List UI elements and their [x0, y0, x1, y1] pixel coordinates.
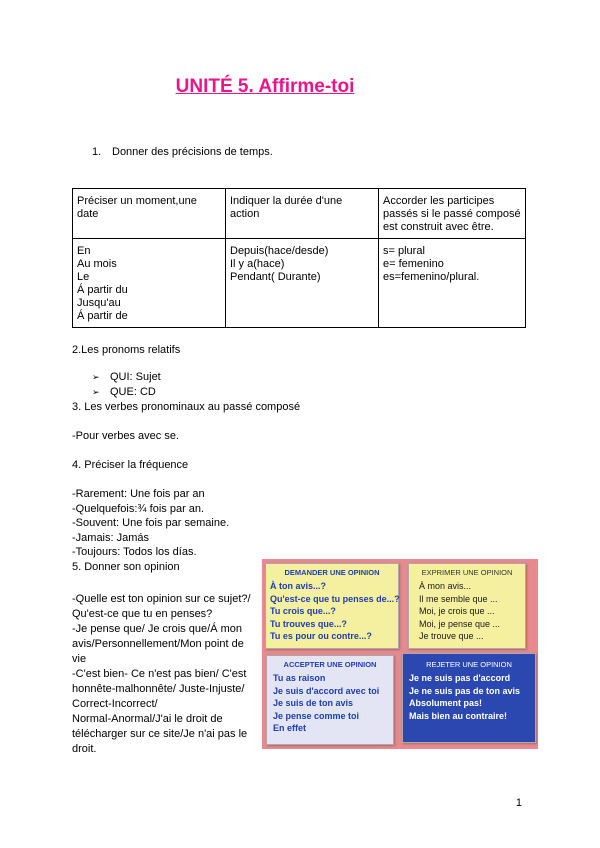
- phrase: Moi, je crois que ...: [419, 606, 495, 616]
- table-cell-moment: [73, 239, 226, 328]
- table-header-row: [73, 189, 526, 239]
- phrase: Tu es pour ou contre...?: [270, 631, 372, 641]
- section-4-heading: 4. Préciser la fréquence: [72, 459, 189, 471]
- phrase: À mon avis...: [419, 581, 472, 591]
- phrase: À ton avis...?: [270, 581, 327, 591]
- section-3-heading: 3. Les verbes pronominaux au passé composé: [72, 401, 301, 413]
- text-line: Correct-Incorrect/: [72, 698, 158, 710]
- table-cell-line: es=femenino/plural.: [383, 271, 480, 283]
- opinion-text: [72, 592, 260, 757]
- phrase: Tu as raison: [273, 673, 326, 683]
- phrase: En effet: [273, 723, 307, 733]
- table-cell-line: Pendant( Durante): [230, 271, 321, 283]
- phrase: Tu trouves que...?: [270, 618, 347, 629]
- accepter-opinion-box: [266, 655, 394, 745]
- table-header-cell: Préciser un moment,une date: [73, 189, 226, 239]
- arrow-bullet-icon: ➢: [92, 386, 100, 397]
- phrase: Je ne suis pas d'accord: [409, 673, 511, 683]
- table-cell-line: Il y a(hace): [230, 258, 285, 270]
- list-item: -Toujours: Todos los días.: [72, 546, 197, 558]
- time-precision-table: [72, 188, 526, 328]
- section-5-heading: 5. Donner son opinion: [72, 560, 180, 573]
- list-item-text: QUE: CD: [110, 385, 156, 398]
- table-cell-line: Le: [77, 271, 90, 283]
- table-cell-line: e= femenino: [383, 258, 444, 270]
- phrase: Tu crois que...?: [270, 606, 336, 616]
- box-title: DEMANDER UNE OPINION: [284, 568, 380, 577]
- table-header-cell: Indiquer la durée d'une action: [226, 189, 379, 239]
- table-cell-agreement: [379, 239, 526, 328]
- box-title: REJETER UNE OPINION: [426, 660, 512, 669]
- page-number: 1: [515, 797, 522, 809]
- text-line: Qu'est-ce que tu en penses?: [72, 608, 213, 620]
- relative-pronouns-list: [92, 370, 161, 399]
- table-cell-line: Á partir du: [77, 284, 128, 296]
- text-line: avis/Personnellement/Mon point de: [72, 638, 244, 650]
- phrase: Mais bien au contraire!: [409, 710, 508, 721]
- text-line: honnête-malhonnête/ Juste-Injuste/: [72, 683, 245, 695]
- text-line: -Je pense que/ Je crois que/Á mon: [72, 623, 242, 635]
- rejeter-opinion-box: [402, 653, 536, 743]
- box-title: EXPRIMER UNE OPINION: [421, 568, 513, 577]
- list-item: -Rarement: Une fois par an: [72, 488, 205, 500]
- text-line: droit.: [72, 743, 97, 755]
- phrase: Moi, je pense que ...: [419, 618, 501, 629]
- phrase: Il me semble que ...: [419, 593, 498, 604]
- exprimer-opinion-box: [408, 563, 526, 649]
- opinion-infographic: [262, 559, 538, 749]
- list-item: -Quelquefois:¾ fois par an.: [72, 502, 205, 515]
- phrase: Je ne suis pas de ton avis: [409, 685, 521, 696]
- page-title: UNITÉ 5. Affirme-toi: [175, 76, 355, 97]
- phrase: Qu'est-ce que tu penses de...?: [270, 593, 400, 604]
- list-item: [92, 385, 161, 400]
- table-cell-line: Au mois: [77, 258, 117, 270]
- text-line: télécharger sur ce site/Je n'ai pas le: [72, 728, 248, 740]
- box-title: ACCEPTER UNE OPINION: [283, 660, 377, 669]
- text-line: -C'est bien- Ce n'est pas bien/ C'est: [72, 668, 247, 680]
- phrase: Je suis de ton avis: [273, 698, 354, 708]
- table-cell-line: Jusqu'au: [77, 297, 121, 309]
- demander-opinion-box: [265, 563, 399, 649]
- table-cell-line: Depuis(hace/desde): [230, 245, 329, 257]
- phrase: Je pense comme toi: [273, 710, 360, 721]
- text-line: -Quelle est ton opinion sur ce sujet?/: [72, 593, 251, 605]
- table-cell-line: s= plural: [383, 245, 425, 257]
- table-cell-duration: [226, 239, 379, 328]
- text-line: vie: [72, 653, 87, 665]
- frequency-list: [72, 487, 229, 574]
- table-row: [73, 239, 526, 328]
- table-cell-line: En: [77, 245, 91, 257]
- table-header-cell: Accorder les participes passés si le passé composé est construit avec être.: [379, 189, 526, 239]
- section-3-text: -Pour verbes avec se.: [72, 430, 179, 442]
- list-item: [92, 370, 161, 385]
- section-1-text: Donner des précisions de temps.: [112, 146, 273, 158]
- table-cell-line: Á partir de: [77, 310, 128, 322]
- section-1-heading: [92, 146, 273, 158]
- text-line: Normal-Anormal/J'ai le droit de: [72, 713, 223, 725]
- section-1-number: 1.: [92, 146, 102, 158]
- phrase: Absolument pas!: [409, 698, 483, 708]
- section-2-heading: 2.Les pronoms relatifs: [72, 344, 181, 356]
- list-item: -Jamais: Jamás: [72, 531, 150, 544]
- phrase: Je trouve que ...: [419, 631, 484, 641]
- list-item-text: QUI: Sujet: [110, 371, 161, 383]
- arrow-bullet-icon: ➢: [92, 372, 100, 382]
- list-item: -Souvent: Une fois par semaine.: [72, 517, 230, 529]
- phrase: Je suis d'accord avec toi: [273, 685, 380, 696]
